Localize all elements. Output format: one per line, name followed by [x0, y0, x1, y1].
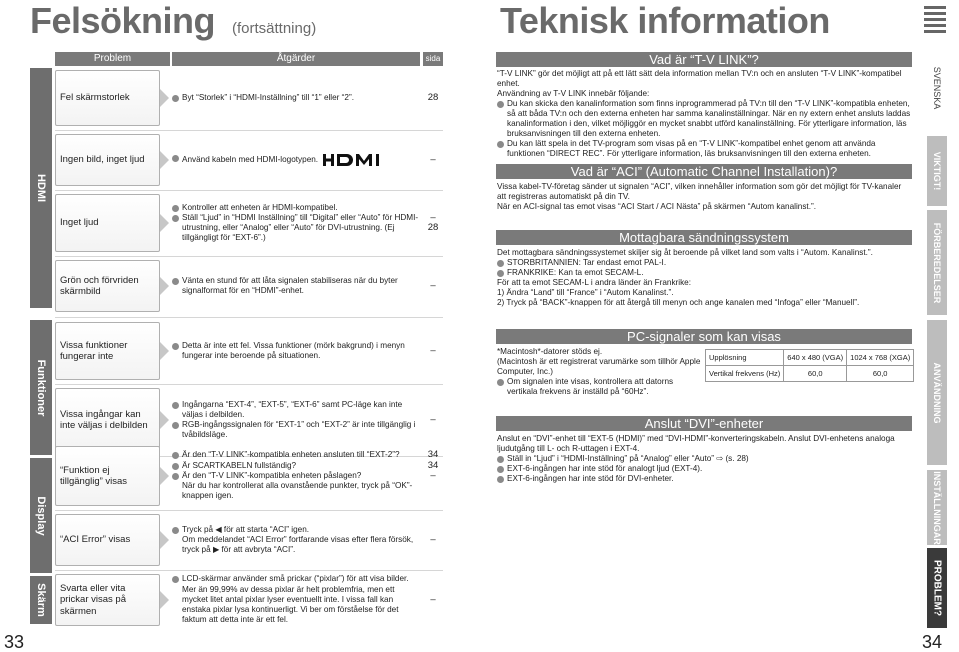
- arrow-icon: [160, 260, 170, 312]
- actions-row-5: Ingångarna “EXT-4”, “EXT-5”, “EXT-6” samt PC-läge kan inte väljas i delbilden. RGB-ingångssignalen för “EXT-1” och “EXT-2” är inte tillgänglig i tvåbildsläge.: [172, 388, 420, 452]
- divider: [55, 384, 443, 385]
- tab-installningar[interactable]: INSTÄLLNINGAR: [927, 470, 947, 545]
- page-number-right: 34: [922, 632, 943, 652]
- problem-row-8: Svarta eller vita prickar visas på skärmen: [55, 574, 160, 626]
- arrow-icon: [160, 514, 170, 566]
- page-subtitle-left: (fortsättning): [232, 20, 317, 37]
- section-dvi-body: Anslut en “DVI”-enhet till “EXT-5 (HDMI)” med “DVI-HDMI”-konverteringskabeln. Anslut DVI-enhetens analoga ljudutgång till L- och R-uttagen i EXT-4. Ställ in “Ljud” i “HDMI-Inställning” på “Analog” eller “Auto” ⇨ (s. 28) EXT-6-ingången har inte stöd för analogt ljud (EXT-4). EXT-6-ingången har inte stöd för DVI-enheter.: [497, 434, 911, 484]
- arrow-icon: [160, 194, 170, 252]
- category-hdmi: HDMI: [30, 68, 52, 308]
- category-skarm: Skärm: [30, 576, 52, 624]
- page-title-left: Felsökning: [30, 0, 216, 41]
- header-page: sida: [423, 52, 443, 66]
- actions-row-7: Tryck på ◀ för att starta “ACI” igen. Om meddelandet “ACI Error” fortfarande visas efter flera försök, tryck på ▶ för att avbryta “ACI”.: [172, 514, 420, 566]
- page-title-right: Teknisk information: [500, 0, 830, 41]
- section-aci-heading: Vad är “ACI” (Automatic Channel Installation)?: [496, 164, 912, 179]
- divider: [55, 190, 443, 191]
- table-cell: 640 x 480 (VGA): [784, 350, 847, 366]
- pc-signal-table: [705, 349, 914, 382]
- section-pc-body: *Macintosh*-datorer stöds ej. (Macintosh är ett registrerat varumärke som tillhör Apple Computer, Inc.) Om signalen inte visas, kontrollera att datorns vertikala frekvens är inställd på “60Hz”.: [497, 347, 701, 396]
- section-broadcast-heading: Mottagbara sändningssystem: [496, 230, 912, 245]
- tab-anvandning[interactable]: ANVÄNDNING: [927, 320, 947, 465]
- page-ref-row-5: –: [430, 413, 436, 425]
- actions-row-4: Detta är inte ett fel. Vissa funktioner (mörk bakgrund) i menyn fungerar inte beroende på situationen.: [172, 322, 420, 380]
- problem-row-2: Inget ljud: [55, 194, 160, 252]
- section-aci-body: Vissa kabel-TV-företag sänder ut signalen “ACI”, vilken innehåller information som gör det möjligt för TV-kanaler att registreras automatiskt på din TV. När en ACI-signal tas emot visas “ACI Start / ACI Nästa” på skärmen “Autom kanalinst.”.: [497, 182, 902, 211]
- problem-row-7: “ACI Error” visas: [55, 514, 160, 566]
- page-ref-row-8: –: [430, 593, 436, 605]
- tab-problem[interactable]: PROBLEM?: [927, 548, 947, 628]
- section-pc-heading: PC-signaler som kan visas: [496, 329, 912, 344]
- problem-row-5: Vissa ingångar kan inte väljas i delbilden: [55, 388, 160, 452]
- problem-row-6: “Funktion ej tillgänglig” visas: [55, 446, 160, 506]
- actions-row-3: Vänta en stund för att låta signalen stabiliseras när du byter signalformat för en “HDMI”-enhet.: [172, 260, 420, 312]
- problem-row-4: Vissa funktioner fungerar inte: [55, 322, 160, 380]
- actions-row-6: Är den “T-V LINK”-kompatibla enheten ansluten till “EXT-2”? Är SCARTKABELN fullständig? Är den “T-V LINK”-kompatibla enheten påslagen? När du har kontrollerat alla ovanstående punkter, tryck på “OK”-knappen igen.: [172, 446, 420, 506]
- category-funktioner: Funktioner: [30, 320, 52, 455]
- table-cell: 1024 x 768 (XGA): [847, 350, 914, 366]
- page-ref-row-3: –: [430, 279, 436, 291]
- divider: [55, 256, 443, 257]
- actions-row-0: Byt “Storlek” i “HDMI-Inställning” till “1” eller “2”.: [172, 70, 420, 126]
- arrow-icon: [160, 388, 170, 452]
- section-tvlink-heading: Vad är “T-V LINK”?: [496, 52, 912, 67]
- table-cell: 60,0: [847, 366, 914, 382]
- category-display: Display: [30, 458, 52, 573]
- divider: [55, 570, 443, 571]
- arrow-icon: [160, 134, 170, 186]
- header-actions: Åtgärder: [172, 52, 420, 66]
- tab-svenska[interactable]: SVENSKA: [932, 66, 942, 110]
- problem-row-3: Grön och förvriden skärmbild: [55, 260, 160, 312]
- arrow-icon: [160, 446, 170, 506]
- menu-lines-icon: [924, 6, 946, 36]
- section-dvi-heading: Anslut “DVI”-enheter: [496, 416, 912, 431]
- divider: [55, 317, 443, 318]
- page-ref-row-1: –: [430, 153, 436, 165]
- page-ref-row-4: –: [430, 344, 436, 356]
- arrow-icon: [160, 70, 170, 126]
- actions-row-1: Använd kabeln med HDMI-logotypen.: [172, 134, 420, 186]
- actions-row-2: Kontroller att enheten är HDMI-kompatibel. Ställ “Ljud” in “HDMI Inställning” till “Digital” eller “Auto” för HDMI-utrustning, eller “Analog” eller “Auto” för DVI-utrustning. (Ej tillgängligt för “EXT-6”.): [172, 194, 420, 252]
- page-ref-row-7: –: [430, 533, 436, 545]
- arrow-icon: [160, 574, 170, 626]
- arrow-icon: [160, 322, 170, 380]
- table-cell: Vertikal frekvens (Hz): [706, 366, 784, 382]
- problem-row-0: Fel skärmstorlek: [55, 70, 160, 126]
- divider: [55, 510, 443, 511]
- header-problem: Problem: [55, 52, 170, 66]
- table-cell: Upplösning: [706, 350, 784, 366]
- divider: [55, 130, 443, 131]
- problem-row-1: Ingen bild, inget ljud: [55, 134, 160, 186]
- table-cell: 60,0: [784, 366, 847, 382]
- section-broadcast-body: Det mottagbara sändningssystemet skiljer sig åt beroende på vilket land som valts i “Autom. Kanalinst.”. STORBRITANNIEN: Tar endast emot PAL-I. FRANKRIKE: Kan ta emot SECAM-L. För att ta emot SECAM-L i andra länder än Frankrike: 1) Ändra “Land” till “France” i “Autom Kanalinst.”. 2) Tryck på “BACK”-knappen för att återgå till menyn och ange kanalen med “Infoga” eller “Manuell”.: [497, 248, 911, 308]
- hdmi-logo-icon: [323, 153, 391, 167]
- actions-row-8: LCD-skärmar använder små prickar (“pixlar”) för att visa bilder. Mer än 99,99% av dessa pixlar är helt problemfria, men ett mycket litet antal pixlar lyser eventuellt inte. I vissa fall kan enstaka pixlar lysa kontinuerligt. Vi ber om förståelse för det faktum att detta inte är ett fel.: [172, 572, 420, 628]
- page-number-left: 33: [4, 632, 25, 652]
- page-ref-row-6: 34 34 –: [427, 449, 439, 482]
- section-tvlink-body: “T-V LINK” gör det möjligt att på ett lätt sätt dela information mellan TV:n och en ansluten “T-V LINK”-kompatibel enhet. Användning av T-V LINK innebär följande: Du kan skicka den kanalinformation som finns inprogrammerad på TV:n till den “T-V LINK”-kompatibla enheten, så att båda TV:n och den externa enheten har samma kanalinställningar. När en ny extern enhet ansluts laddas kanalinformation i den, vilket möjliggör en mycket snabbt utförd kanalinställning. För ytterligare information, läs bruksanvisningen till den externa enheten. Du kan lätt spela in det TV-program som visas på en “T-V LINK”-kompatibel enhet genom att använda funktionen “DIRECT REC”. För ytterligare information, läs bruksanvisningen till den externa enheten.: [497, 69, 911, 158]
- table-row: [706, 366, 914, 382]
- page-ref-row-0: 28: [427, 91, 439, 103]
- tab-viktigt[interactable]: VIKTIGT!: [927, 136, 947, 206]
- page-ref-row-2: – 28: [427, 211, 439, 233]
- table-row: [706, 350, 914, 366]
- tab-forberedelser[interactable]: FÖRBEREDELSER: [927, 210, 947, 315]
